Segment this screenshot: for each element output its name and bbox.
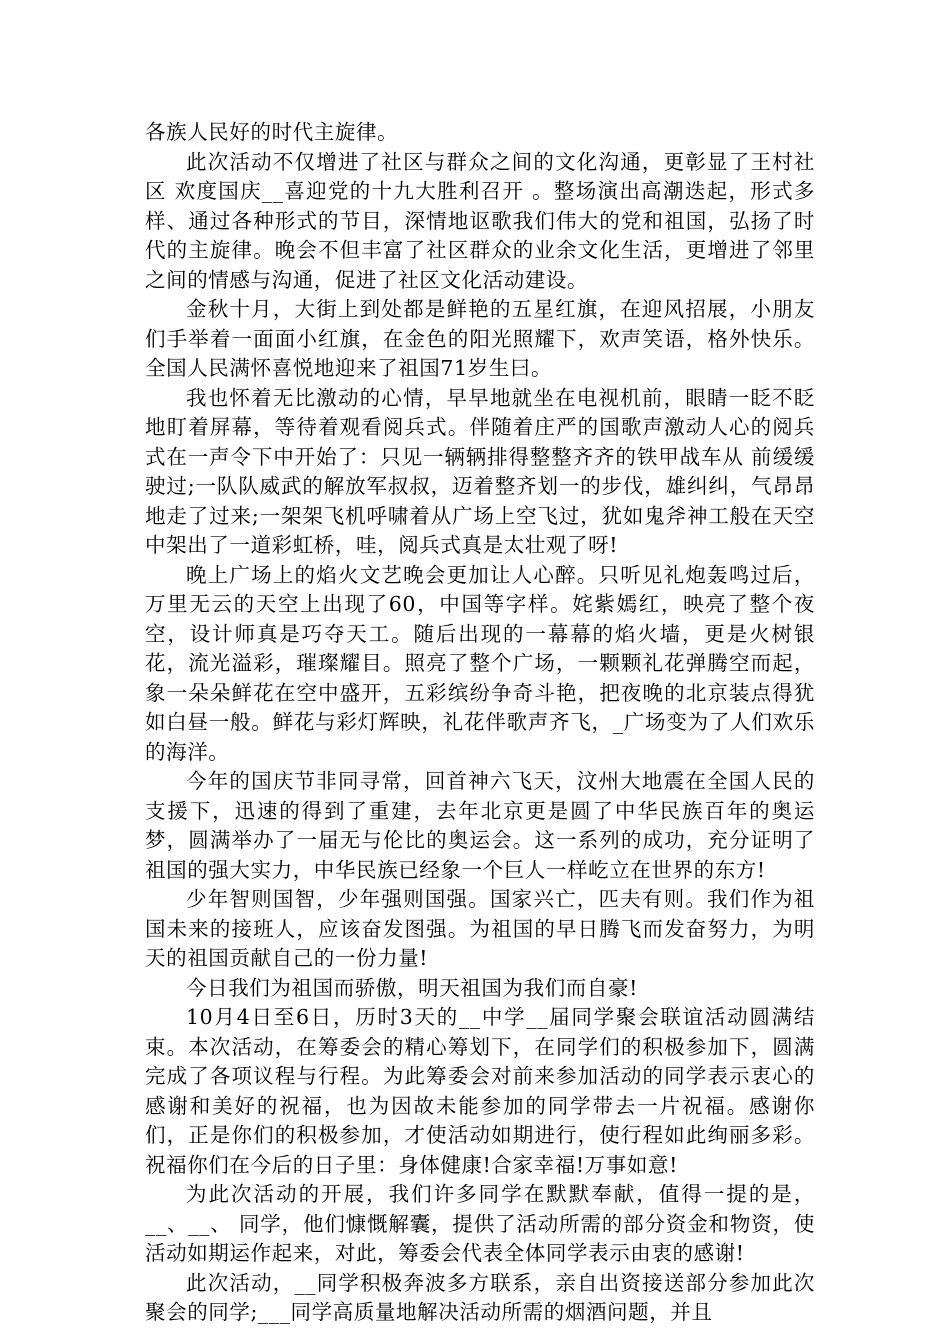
paragraph-sponsors: 为此次活动的开展，我们许多同学在默默奉献，值得一提的是，__、__、 同学，他们慷慨解囊，提供了活动所需的部分资金和物资，使活动如期运作起来，对此，筹委会代表全体同学表示由衷的感谢! — [145, 1182, 815, 1265]
paragraph-fireworks-gala: 晚上广场上的焰火文艺晚会更加让人心醉。只听见礼炮轰鸣过后，万里无云的天空上出现了60，中国等字样。姹紫嫣红，映亮了整个夜空，设计师真是巧夺天工。随后出现的一幕幕的焰火墙，更是火树银花，流光溢彩，璀璨耀目。照亮了整个广场，一颗颗礼花弹腾空而起，象一朵朵鲜花在空中盛开，五彩缤纷争奇斗艳，把夜晚的北京装点得犹如白昼一般。鲜花与彩灯辉映，礼花伴歌声齐飞，_广场变为了人们欢乐的海洋。 — [145, 562, 815, 764]
paragraph-military-parade: 我也怀着无比激动的心情，早早地就坐在电视机前，眼睛一眨不眨地盯着屏幕，等待着观看阅兵式。伴随着庄严的国歌声激动人心的阅兵式在一声令下中开始了：只见一辆辆排得整整齐齐的铁甲战车从 前缓缓驶过;一队队威武的解放军叔叔，迈着整齐划一的步伐，雄纠纠，气昂昂地走了过来;一架架飞机呼啸着从广场上空飞过，犹如鬼斧神工般在天空中架出了一道彩虹桥，哇，阅兵式真是太壮观了呀! — [145, 385, 815, 557]
paragraph-pride: 今日我们为祖国而骄傲，明天祖国为我们而自豪! — [186, 975, 638, 1000]
paragraph-national-day: 今年的国庆节非同寻常，回首神六飞天，汶州大地震在全国人民的支援下，迅速的得到了重建，去年北京更是圆了中华民族百年的奥运梦，圆满举办了一届无与伦比的奥运会。这一系列的成功，充分证明了祖国的强大实力，中华民族已经象一个巨人一样屹立在世界的东方! — [145, 769, 815, 882]
document-page — [145, 118, 815, 1328]
paragraph-volunteers: 此次活动，__同学积极奔波多方联系，亲自出资接送部分参加此次聚会的同学;___同学高质量地解决活动所需的烟酒问题，并且 — [145, 1270, 815, 1324]
paragraph-community-event: 此次活动不仅增进了社区与群众之间的文化沟通，更彰显了王村社区 欢度国庆__喜迎党的十九大胜利召开 。整场演出高潮迭起，形式多样、通过各种形式的节目，深情地讴歌我们伟大的党和祖国，弘扬了时代的主旋律。晚会不但丰富了社区群众的业余文化生活，更增进了邻里之间的情感与沟通，促进了社区文化活动建设。 — [145, 149, 815, 292]
paragraph-reunion: 10月4日至6日，历时3天的__中学__届同学聚会联谊活动圆满结束。本次活动，在筹委会的精心筹划下，在同学们的积极参加下，圆满完成了各项议程与行程。为此筹委会对前来参加活动的同学表示衷心的感谢和美好的祝福，也为因故未能参加的同学带去一片祝福。感谢你们，正是你们的积极参加，才使活动如期进行，使行程如此绚丽多彩。祝福你们在今后的日子里：身体健康!合家幸福!万事如意! — [145, 1005, 815, 1177]
paragraph-golden-autumn: 金秋十月，大街上到处都是鲜艳的五星红旗，在迎风招展，小朋友们手举着一面面小红旗，在金色的阳光照耀下，欢声笑语，格外快乐。全国人民满怀喜悦地迎来了祖国71岁生曰。 — [145, 297, 815, 380]
paragraph-youth-strength: 少年智则国智，少年强则国强。国家兴亡，匹夫有则。我们作为祖国未来的接班人，应该奋发图强。为祖国的早日腾飞而发奋努力，为明天的祖国贡献自己的一份力量! — [145, 887, 815, 970]
paragraph-continuation: 各族人民好的时代主旋律。 — [145, 120, 399, 144]
